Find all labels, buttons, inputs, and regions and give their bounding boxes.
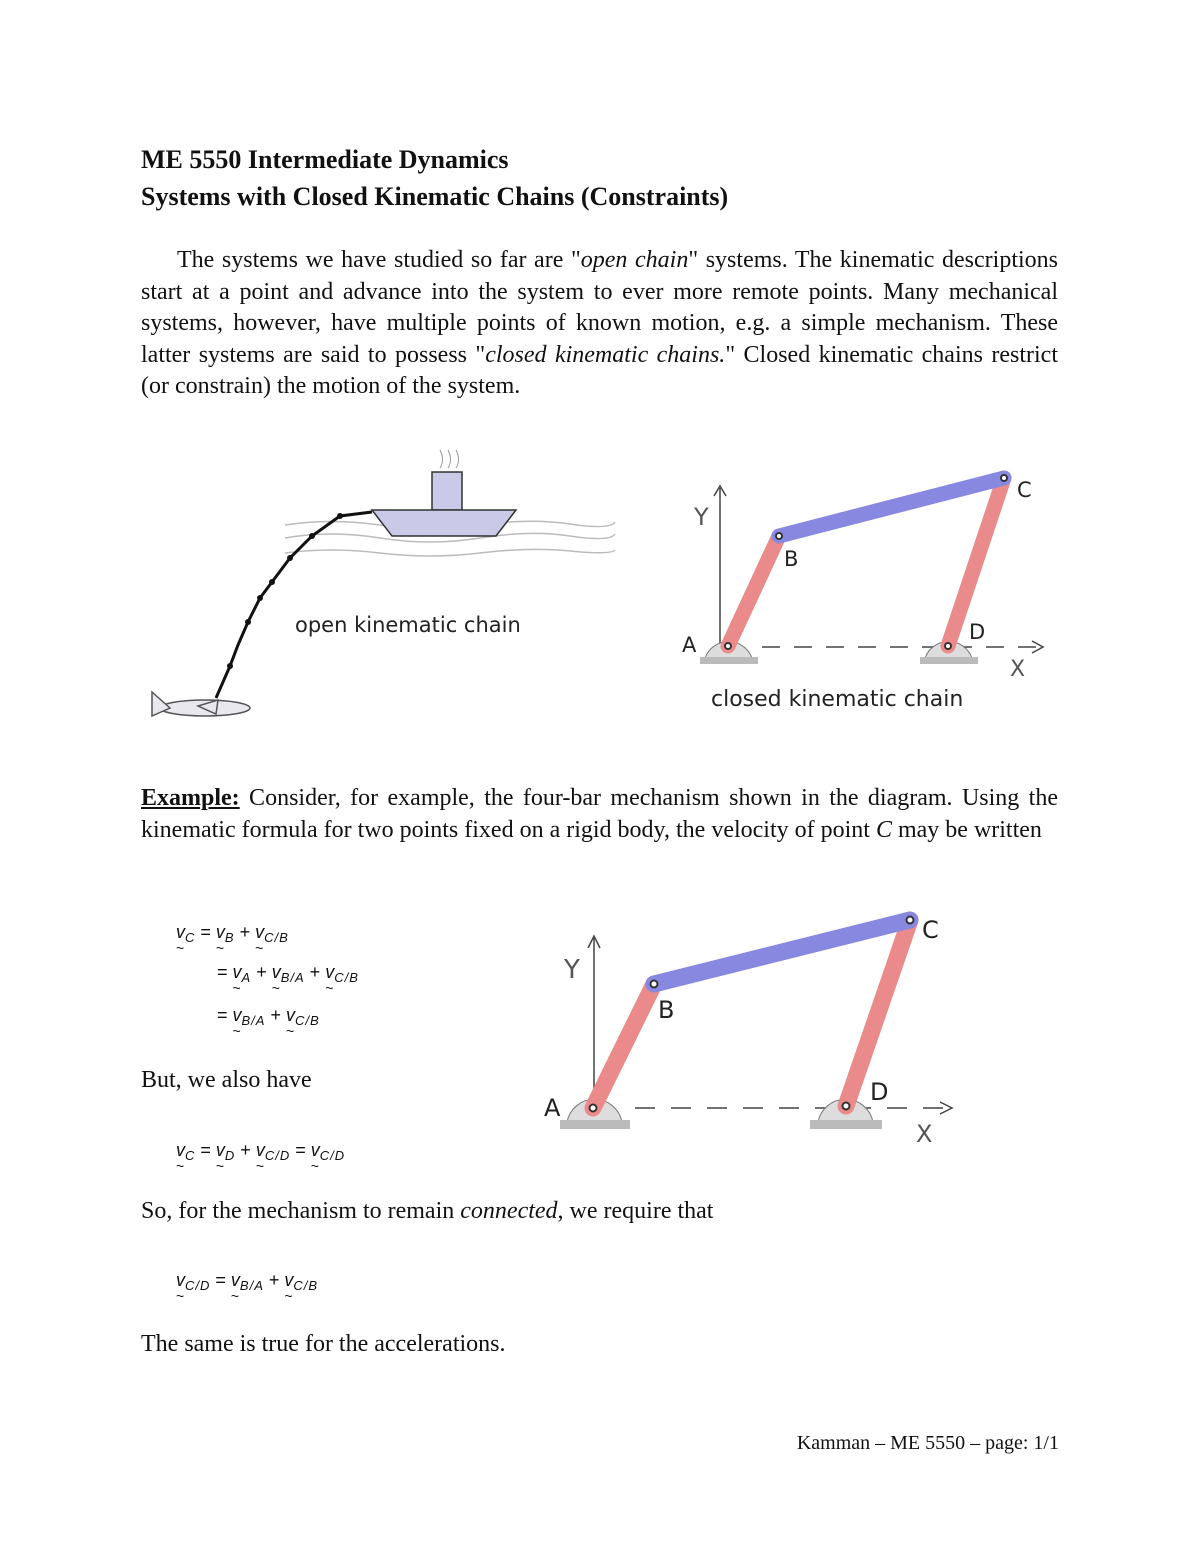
point-d-label: D xyxy=(969,620,986,644)
equation-vc-d: v $\sim_C = v$ $\sim_D + v$ $\sim_{C/D} = v$ $\sim_{C/D}$ xyxy=(176,1140,345,1161)
x-axis-label: X xyxy=(1010,657,1026,682)
closed-chain-label: closed kinematic chain xyxy=(711,687,964,712)
point-b-label-2: B xyxy=(658,996,675,1024)
title-line-2: Systems with Closed Kinematic Chains (Constraints) xyxy=(141,182,729,211)
title-line-1: ME 5550 Intermediate Dynamics xyxy=(141,145,509,174)
point-c-label-2: C xyxy=(922,916,939,944)
chain-joints xyxy=(227,513,343,669)
equation-vc-line-2: = v $\sim_A + v$ $\sim_{B/A} + v$ $\sim_{C/B}$ xyxy=(212,962,359,983)
intro-paragraph: The systems we have studied so far are "open chain" systems. The kinematic descriptions start at a point and advance into the system to ever more remote points. Many mechanical systems, however, have multiple points of known motion, e.g. a simple mechanism. These latter systems are said to possess "closed kinematic chains." Closed kinematic chains restrict (or constrain) the motion of the system. xyxy=(141,247,1058,399)
point-b-label: B xyxy=(784,547,799,571)
point-c-label: C xyxy=(1017,478,1032,502)
figure-open-closed-chains xyxy=(0,430,1200,730)
open-chain-links xyxy=(216,512,372,698)
mechanism-small xyxy=(682,475,1043,682)
figure-four-bar-mechanism xyxy=(530,900,970,1160)
point-a-label: A xyxy=(682,633,697,657)
equation-constraint: v $\sim_{C/D} = v$ $\sim_{B/A} + v$ $\sim_{C/B}$ xyxy=(176,1270,318,1291)
point-d-label-2: D xyxy=(870,1078,889,1106)
connected-paragraph: So, for the mechanism to remain connected, we require that xyxy=(141,1198,714,1224)
page-footer: Kamman – ME 5550 – page: 1/1 xyxy=(796,1432,1059,1454)
open-chain-label: open kinematic chain xyxy=(295,613,521,637)
equation-vc-line-3: = v $\sim_{B/A} + v$ $\sim_{C/B}$ xyxy=(212,1005,320,1026)
point-a-label-2: A xyxy=(544,1094,561,1122)
example-paragraph: Example: Consider, for example, the four-bar mechanism shown in the diagram. Using the kinematic formula for two points fixed on a rigid body, the velocity of point C may be written xyxy=(141,785,1058,843)
also-have-text: But, we also have xyxy=(141,1067,312,1093)
accelerations-text: The same is true for the accelerations. xyxy=(141,1331,506,1357)
x-axis-label-2: X xyxy=(916,1120,933,1148)
ship-drawing xyxy=(372,450,516,536)
y-axis-label: Y xyxy=(694,503,709,531)
page-title xyxy=(141,141,728,215)
equation-vc-line-1: v $\sim_C = v$ $\sim_B + v$ $\sim_{C/B}$ xyxy=(176,922,289,943)
example-label: Example: xyxy=(141,785,240,811)
y-axis-label-2: Y xyxy=(564,955,580,985)
plane-drawing xyxy=(152,692,250,716)
